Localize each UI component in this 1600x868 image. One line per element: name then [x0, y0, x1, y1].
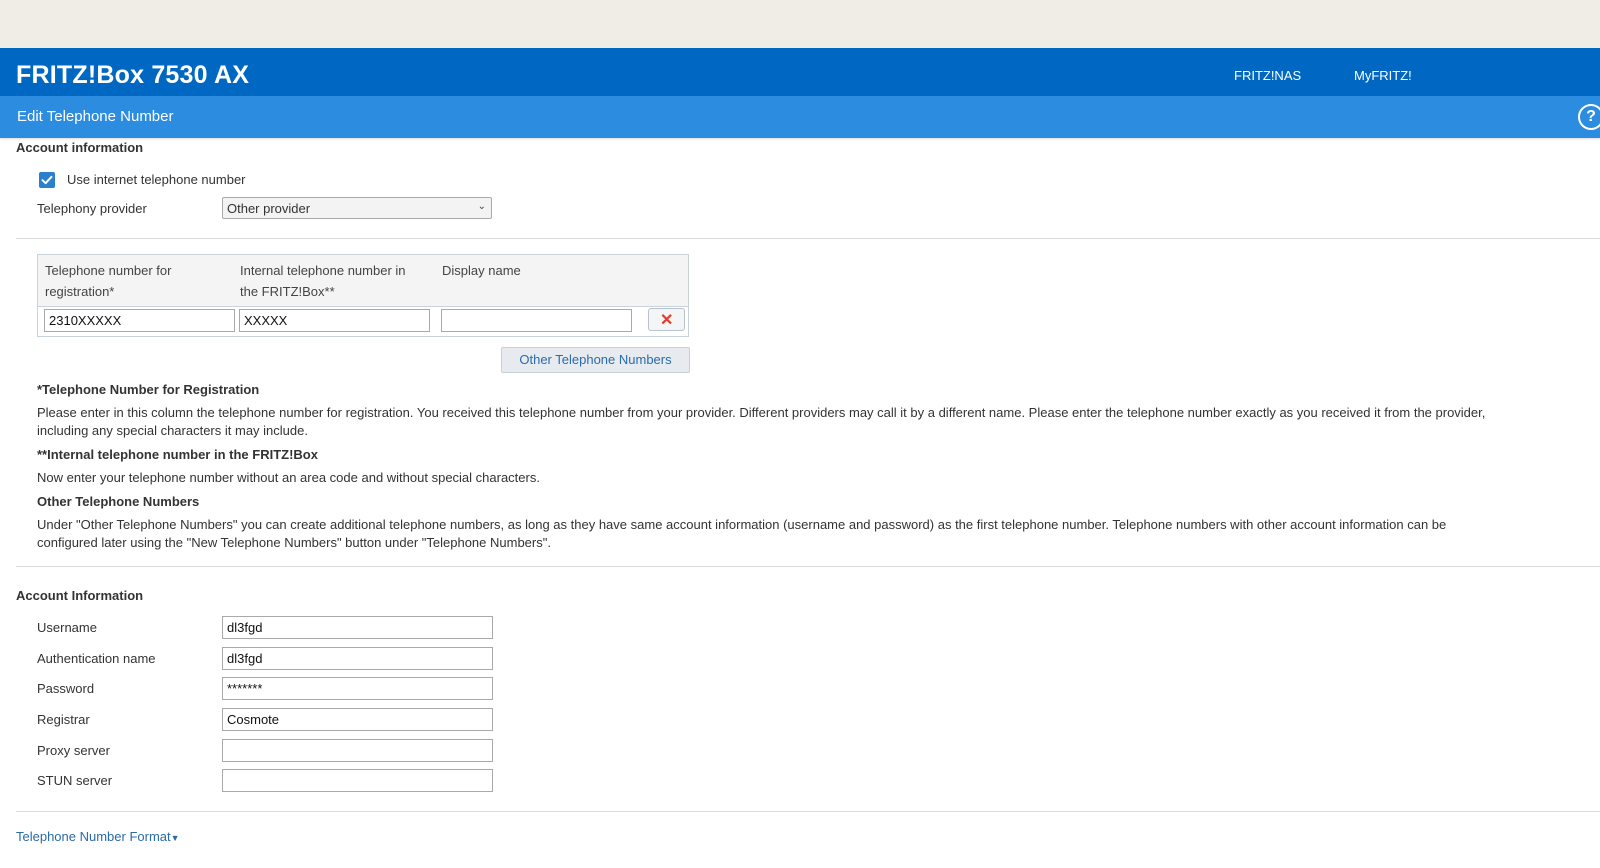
- help-icon[interactable]: ?: [1578, 104, 1600, 130]
- registration-help-text-line2: including any special characters it may include.: [37, 423, 308, 438]
- internal-help-text: Now enter your telephone number without an area code and without special characters.: [37, 470, 540, 485]
- chevron-down-icon: ⌄: [477, 201, 486, 212]
- telephony-provider-label: Telephony provider: [37, 201, 147, 216]
- registrar-label: Registrar: [37, 712, 90, 727]
- telephony-provider-value: Other provider: [227, 201, 311, 216]
- account-information-title: Account information: [16, 140, 144, 155]
- other-telephone-numbers-button[interactable]: Other Telephone Numbers: [501, 347, 690, 373]
- username-label: Username: [37, 620, 97, 635]
- account-credentials-title: Account Information: [16, 588, 144, 603]
- use-internet-number-label[interactable]: Use internet telephone number: [67, 172, 246, 187]
- password-input[interactable]: [222, 677, 493, 700]
- divider: [16, 566, 1600, 567]
- top-header: [0, 48, 1600, 96]
- display-name-input[interactable]: [441, 309, 632, 332]
- telephone-number-format-label: Telephone Number Format: [16, 829, 171, 844]
- column-header-display-name: Display name: [442, 263, 521, 278]
- stun-server-input[interactable]: [222, 769, 493, 792]
- column-header-internal: Internal telephone number in the FRITZ!Box**: [240, 263, 406, 299]
- authentication-name-label: Authentication name: [37, 651, 156, 666]
- registration-help-text-line1: Please enter in this column the telephone number for registration. You received this telephone number from your provider. Different providers may call it by a different name. Please enter the telephone number exactly as you received it from the provider,: [37, 405, 1486, 420]
- browser-top-strip: [0, 0, 1600, 48]
- use-internet-number-checkbox[interactable]: [39, 172, 55, 188]
- column-header-registration: Telephone number for registration*: [45, 263, 172, 299]
- telephony-provider-select[interactable]: [222, 197, 492, 219]
- divider: [16, 811, 1600, 812]
- username-input[interactable]: [222, 616, 493, 639]
- table-header: [38, 255, 688, 307]
- nav-myfritz[interactable]: MyFRITZ!: [1354, 68, 1412, 83]
- password-label: Password: [37, 681, 95, 696]
- brand-title: FRITZ!Box 7530 AX: [16, 61, 250, 89]
- page-header: [0, 96, 1600, 138]
- caret-down-icon: ▼: [170, 833, 180, 843]
- other-numbers-help-text-line2: configured later using the "New Telephone Numbers" button under "Telephone Numbers".: [37, 535, 551, 550]
- stun-server-label: STUN server: [37, 773, 113, 788]
- registration-number-input[interactable]: [44, 309, 235, 332]
- proxy-server-label: Proxy server: [37, 743, 110, 758]
- authentication-name-input[interactable]: [222, 647, 493, 670]
- page-title: Edit Telephone Number: [17, 108, 174, 125]
- registrar-input[interactable]: [222, 708, 493, 731]
- proxy-server-input[interactable]: [222, 739, 493, 762]
- internal-help-title: **Internal telephone number in the FRITZ!Box: [37, 447, 318, 462]
- registration-help-title: *Telephone Number for Registration: [37, 382, 260, 397]
- telephone-number-format-link[interactable]: [16, 829, 180, 844]
- checkmark-icon: [41, 174, 53, 186]
- other-numbers-help-title: Other Telephone Numbers: [37, 494, 200, 509]
- divider: [16, 238, 1600, 239]
- delete-row-button[interactable]: [648, 308, 685, 331]
- other-numbers-help-text-line1: Under "Other Telephone Numbers" you can create additional telephone numbers, as long as they have same account information (username and password) as the first telephone number. Telephone numbers with other account information can be: [37, 517, 1447, 532]
- close-icon: ✕: [660, 312, 674, 329]
- nav-fritznas[interactable]: FRITZ!NAS: [1234, 68, 1302, 83]
- internal-number-input[interactable]: [239, 309, 430, 332]
